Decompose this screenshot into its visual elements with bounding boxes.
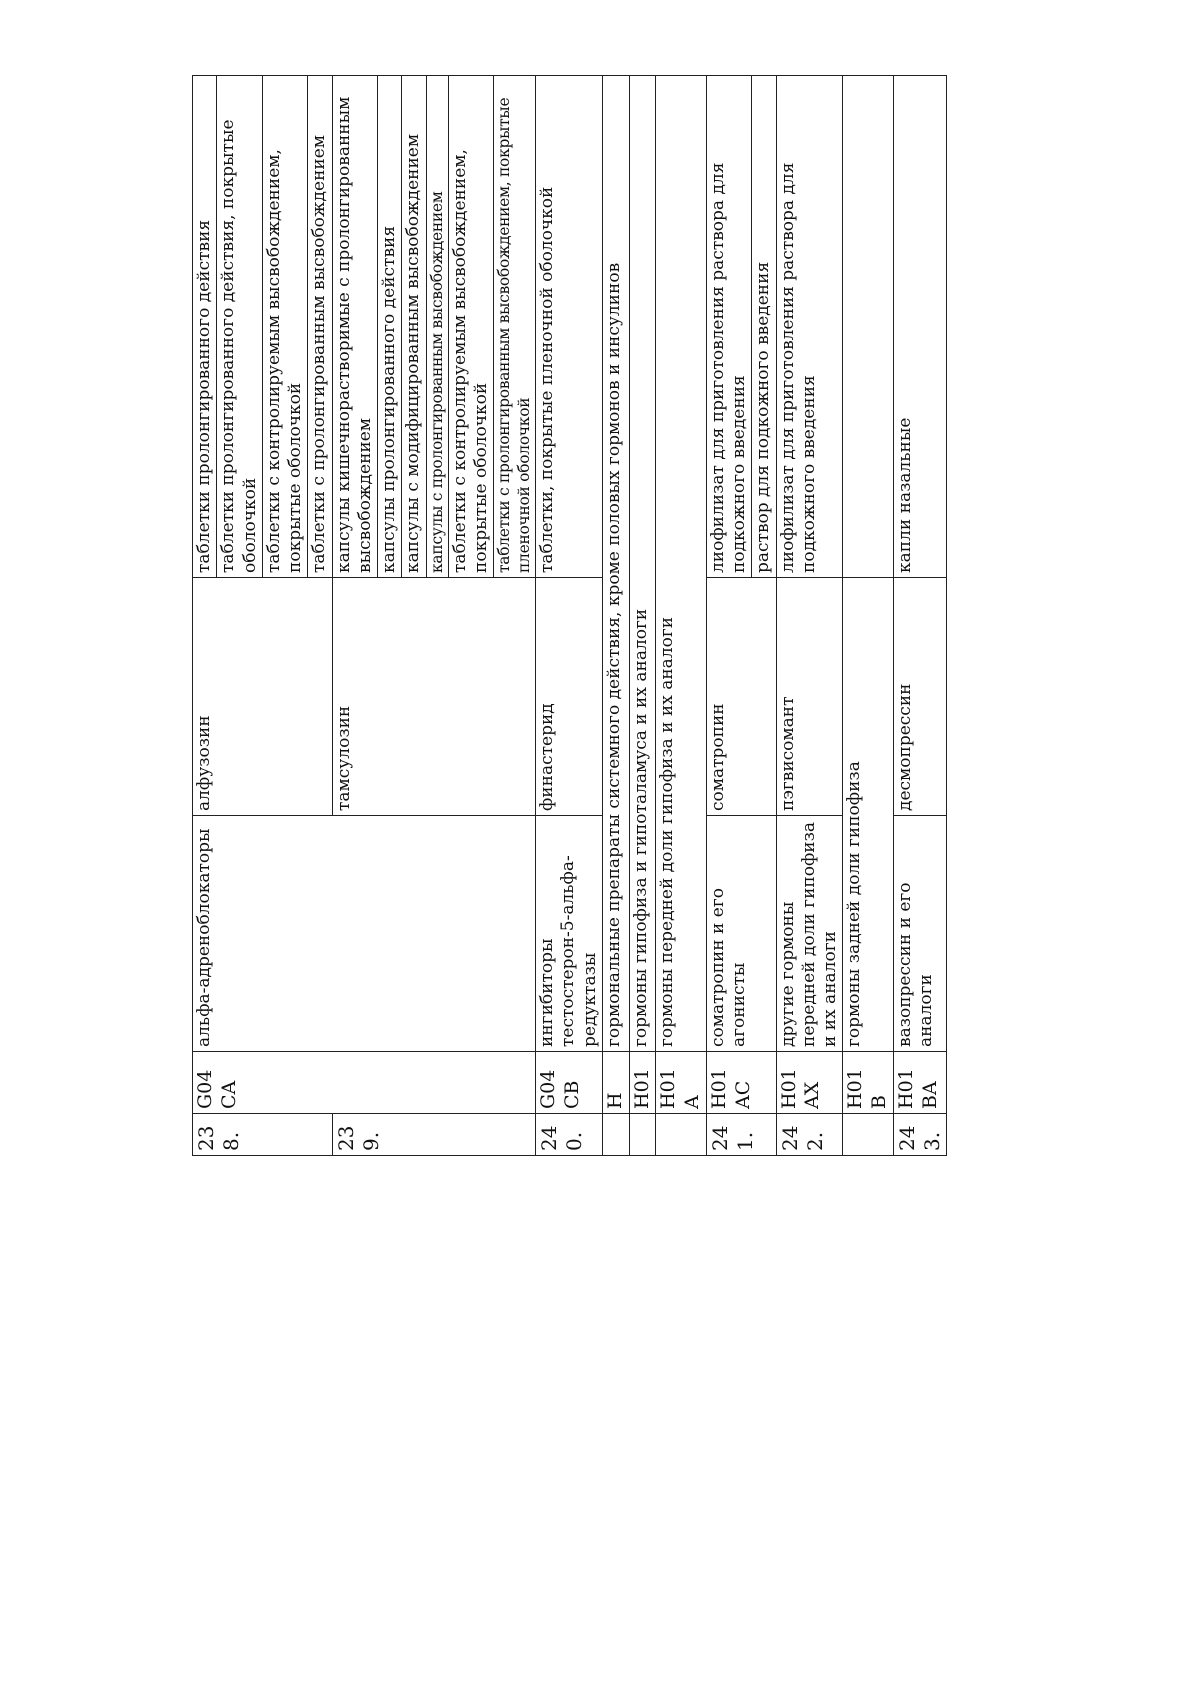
pharmacological-group: ингибиторы тестостерон-5-альфа-редуктазы	[536, 816, 603, 1052]
table-row	[893, 76, 946, 1156]
atc-code: H	[602, 1052, 629, 1114]
section-title: гормоны гипофиза и гипоталамуса и их аналоги	[629, 76, 656, 1052]
dosage-form: капсулы кишечнорастворимые с пролонгированным высвобождением	[332, 76, 378, 578]
atc-code: G04CB	[536, 1052, 603, 1114]
drug-name: тамсулозин	[332, 578, 536, 816]
row-number-empty	[656, 1114, 707, 1156]
table-row	[602, 76, 629, 1156]
atc-code: H01A	[656, 1052, 707, 1114]
row-number-empty	[629, 1114, 656, 1156]
section-title: гормоны задней доли гипофиза	[843, 578, 894, 1052]
row-number-empty	[602, 1114, 629, 1156]
section-title: гормональные препараты системного действия, кроме половых гормонов и инсулинов	[602, 76, 629, 1052]
table-row	[776, 76, 843, 1156]
dosage-form: таблетки с контролируемым высвобождением, покрытые оболочкой	[262, 76, 308, 578]
drug-name: алфузозин	[193, 578, 333, 816]
dosage-form: капсулы пролонгированного действия	[378, 76, 402, 578]
dosage-form: таблетки пролонгированного действия, покрытые оболочкой	[217, 76, 263, 578]
table-row	[843, 76, 894, 1156]
dosage-form: капсулы с модифицированным высвобождением	[402, 76, 426, 578]
atc-code: H01AC	[706, 1052, 776, 1114]
dosage-form: раствор для подкожного введения	[752, 76, 776, 578]
section-title: гормоны передней доли гипофиза и их аналоги	[656, 76, 707, 1052]
pharmacological-group: соматропин и его агонисты	[706, 816, 776, 1052]
drug-name: пэгвисомант	[776, 578, 843, 816]
pharmacological-group: другие гормоны передней доли гипофиза и их аналоги	[776, 816, 843, 1052]
dosage-form: капли назальные	[893, 76, 946, 578]
table-row	[706, 76, 752, 1156]
dosage-form-empty	[843, 76, 894, 578]
dosage-form: лиофилизат для приготовления раствора для подкожного введения	[776, 76, 843, 578]
dosage-form: лиофилизат для приготовления раствора для подкожного введения	[706, 76, 752, 578]
dosage-form: таблетки пролонгированного действия	[193, 76, 217, 578]
dosage-form: таблетки с контролируемым высвобождением, покрытые оболочкой	[448, 76, 494, 578]
drug-name: десмопрессин	[893, 578, 946, 816]
pharmacological-group: альфа-адреноблокаторы	[193, 816, 536, 1052]
dosage-form: капсулы с пролонгированным высвобождением	[426, 76, 448, 578]
drug-name: финастерид	[536, 578, 603, 816]
row-number-empty	[843, 1114, 894, 1156]
drug-name: соматропин	[706, 578, 776, 816]
table-row	[536, 76, 603, 1156]
dosage-form: таблетки с пролонгированным высвобождением	[308, 76, 332, 578]
atc-code: H01AX	[776, 1052, 843, 1114]
row-number: 243.	[893, 1114, 946, 1156]
atc-code: G04CA	[193, 1052, 536, 1114]
row-number: 241.	[706, 1114, 776, 1156]
table-row	[193, 76, 217, 1156]
table-row	[629, 76, 656, 1156]
atc-code: H01B	[843, 1052, 894, 1114]
row-number: 240.	[536, 1114, 603, 1156]
row-number: 239.	[332, 1114, 536, 1156]
atc-code: H01BA	[893, 1052, 946, 1114]
drug-list-table	[192, 75, 947, 1156]
atc-code: H01	[629, 1052, 656, 1114]
dosage-form: таблетки, покрытые пленочной оболочкой	[536, 76, 603, 578]
pharmacological-group: вазопрессин и его аналоги	[893, 816, 946, 1052]
table-row	[656, 76, 707, 1156]
dosage-form: таблетки с пролонгированным высвобождением, покрытые пленочной оболочкой	[494, 76, 536, 578]
row-number: 238.	[193, 1114, 333, 1156]
rotated-table-wrapper	[192, 76, 944, 1156]
row-number: 242.	[776, 1114, 843, 1156]
